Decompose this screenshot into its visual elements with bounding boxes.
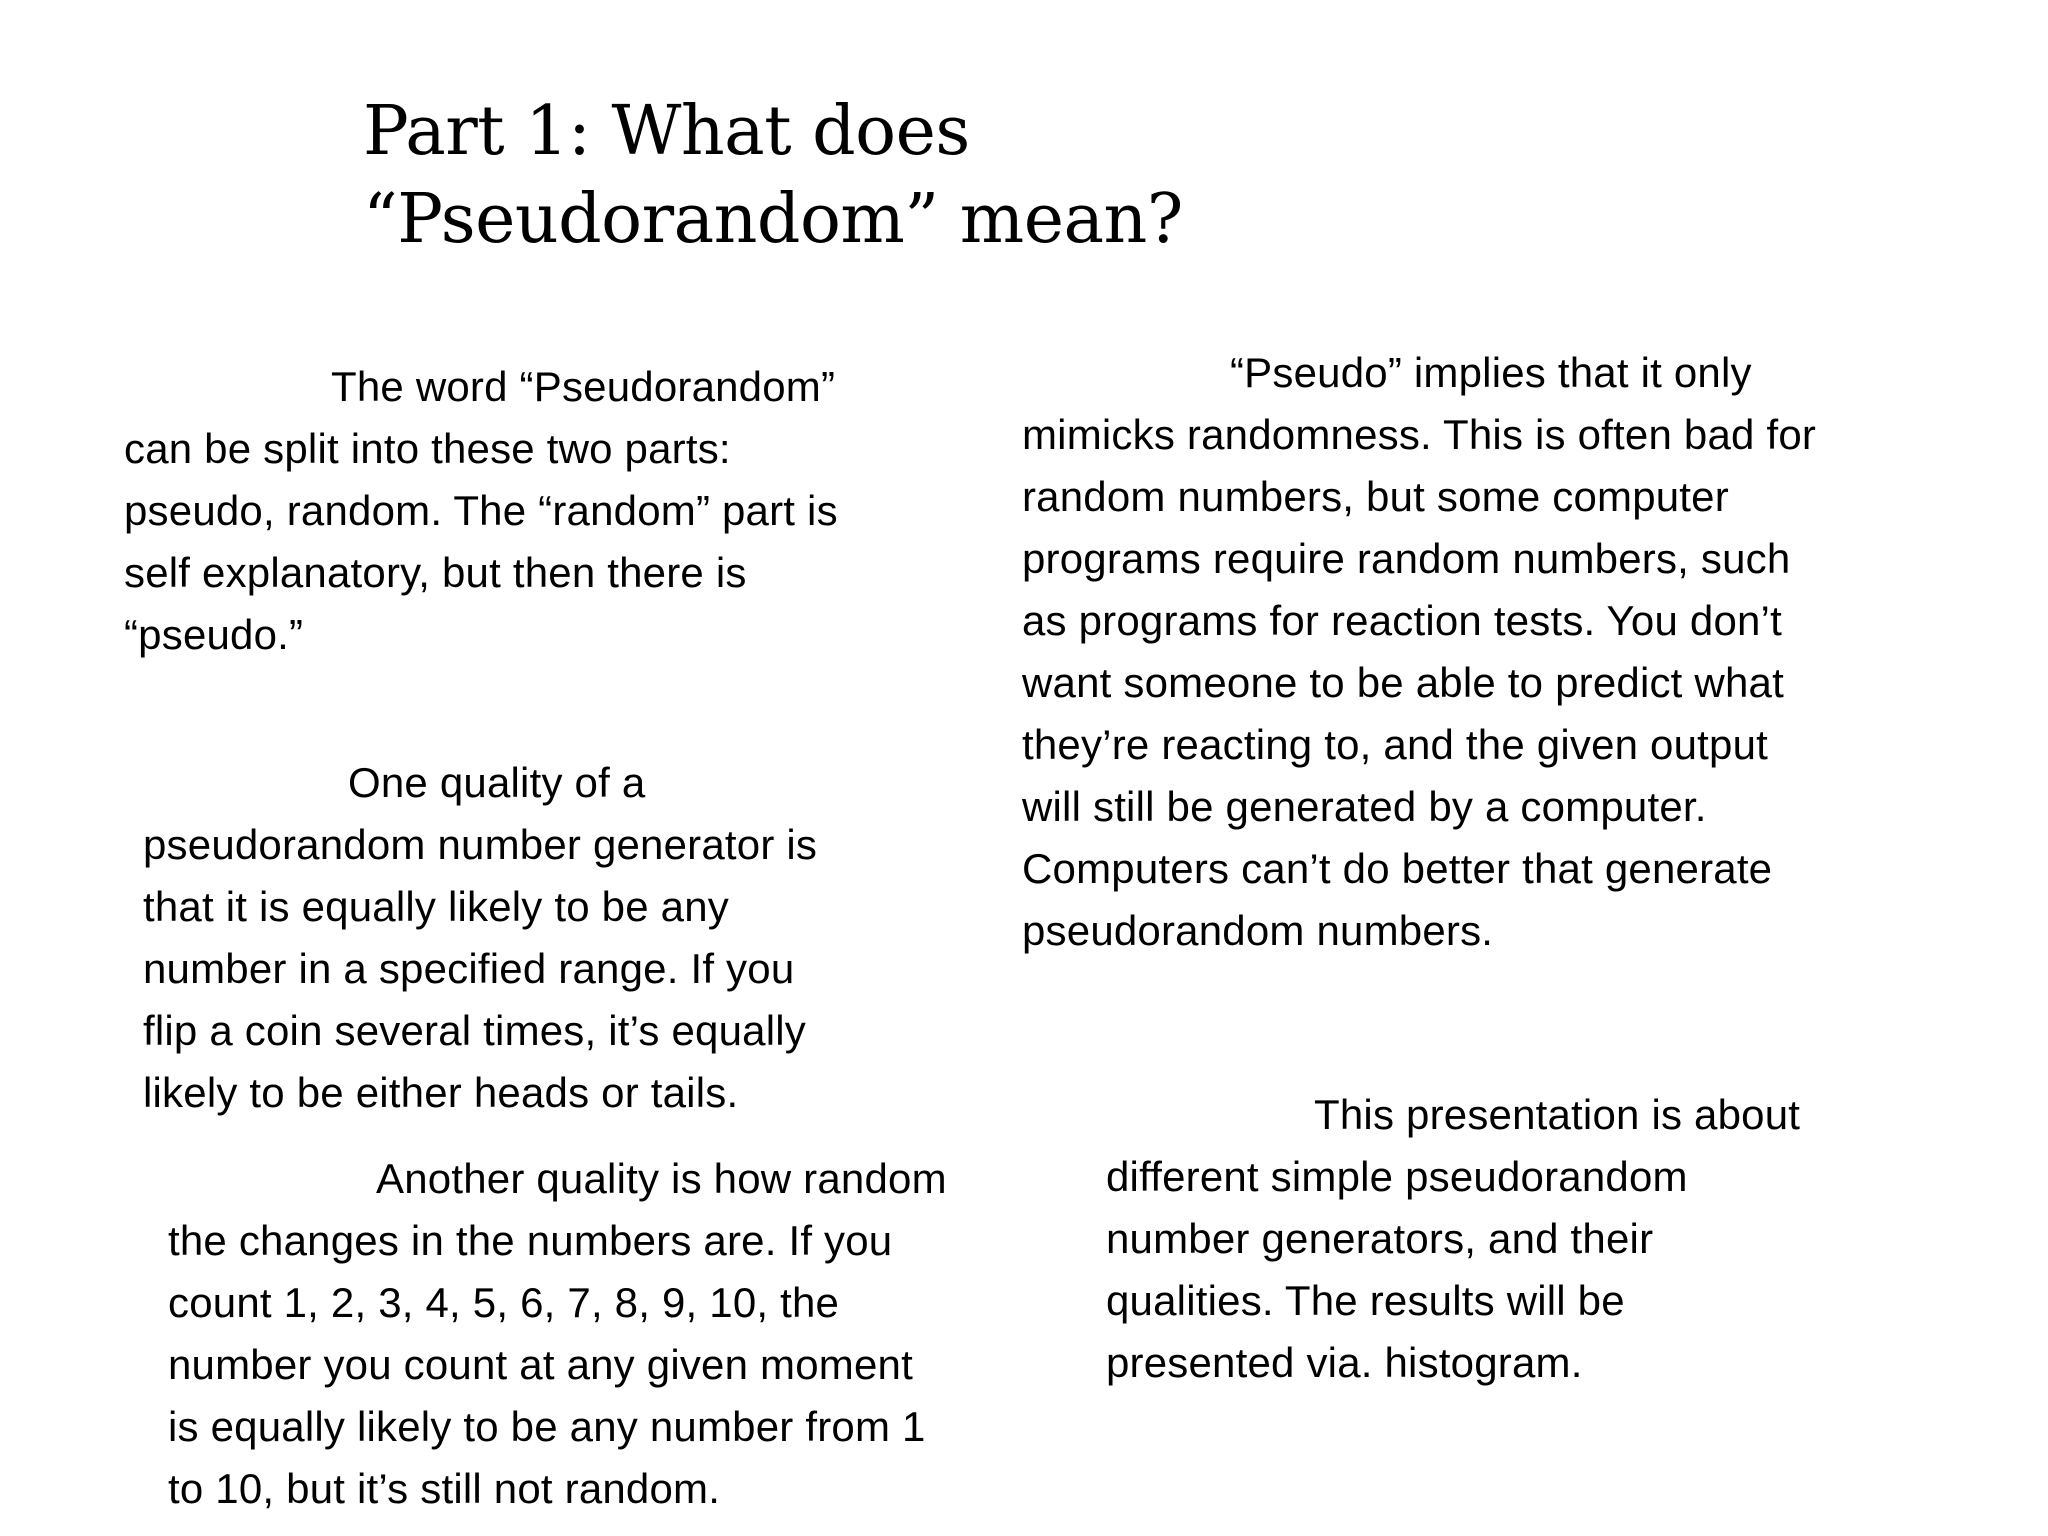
text-line: likely to be either heads or tails. bbox=[143, 1069, 739, 1116]
text-line: random numbers, but some computer bbox=[1022, 473, 1729, 520]
text-line: to 10, but it’s still not random. bbox=[168, 1465, 721, 1512]
text-line: pseudorandom number generator is bbox=[143, 821, 818, 868]
text-line: flip a coin several times, it’s equally bbox=[143, 1007, 806, 1054]
text-line: can be split into these two parts: bbox=[124, 425, 731, 472]
text-line: is equally likely to be any number from 1 bbox=[168, 1403, 926, 1450]
text-line: “pseudo.” bbox=[124, 611, 304, 658]
text-line: pseudorandom numbers. bbox=[1022, 907, 1494, 954]
text-line: programs require random numbers, such bbox=[1022, 535, 1791, 582]
text-line: different simple pseudorandom bbox=[1106, 1153, 1688, 1200]
text-line: number in a specified range. If you bbox=[143, 945, 795, 992]
text-line: mimicks randomness. This is often bad for bbox=[1022, 411, 1817, 458]
text-line: “Pseudo” implies that it only bbox=[1230, 349, 1752, 396]
text-line: that it is equally likely to be any bbox=[143, 883, 729, 930]
slide-title bbox=[363, 88, 1263, 264]
text-line: the changes in the numbers are. If you bbox=[168, 1217, 893, 1264]
text-line: pseudo, random. The “random” part is bbox=[124, 487, 838, 534]
text-line: Computers can’t do better that generate bbox=[1022, 845, 1773, 892]
text-line: presented via. histogram. bbox=[1106, 1339, 1583, 1386]
text-line: as programs for reaction tests. You don’t bbox=[1022, 597, 1782, 644]
title-line-2: “Pseudorandom” mean? bbox=[363, 180, 1183, 259]
text-line: they’re reacting to, and the given output bbox=[1022, 721, 1769, 768]
text-line: One quality of a bbox=[348, 759, 646, 806]
text-line: number you count at any given moment bbox=[168, 1341, 913, 1388]
text-line: want someone to be able to predict what bbox=[1022, 659, 1784, 706]
text-line: count 1, 2, 3, 4, 5, 6, 7, 8, 9, 10, the bbox=[168, 1279, 840, 1326]
text-line: Another quality is how random bbox=[376, 1155, 947, 1202]
text-line: qualities. The results will be bbox=[1106, 1277, 1625, 1324]
text-line: The word “Pseudorandom” bbox=[331, 363, 836, 410]
text-line: number generators, and their bbox=[1106, 1215, 1654, 1262]
paragraph-presentation-about bbox=[1106, 1084, 1906, 1394]
paragraph-quality-one bbox=[143, 752, 963, 1124]
paragraph-intro bbox=[124, 356, 964, 666]
title-line-1: Part 1: What does bbox=[363, 92, 970, 171]
paragraph-pseudo-meaning bbox=[1022, 342, 1982, 962]
text-line: self explanatory, but then there is bbox=[124, 549, 747, 596]
text-line: will still be generated by a computer. bbox=[1022, 783, 1707, 830]
text-line: This presentation is about bbox=[1314, 1091, 1801, 1138]
paragraph-quality-two bbox=[168, 1148, 1048, 1520]
